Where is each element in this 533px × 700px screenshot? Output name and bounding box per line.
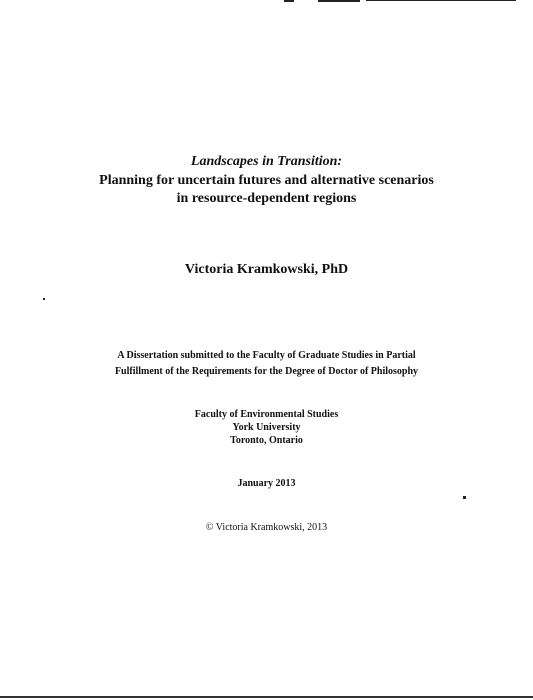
dissertation-statement-line-1: A Dissertation submitted to the Faculty of Graduate Studies in Partial <box>117 350 416 361</box>
scan-artifact <box>284 0 294 2</box>
scan-artifact <box>43 298 45 300</box>
scan-artifact <box>0 696 533 698</box>
scan-artifact <box>318 0 360 2</box>
faculty-name: Faculty of Environmental Studies <box>194 409 339 420</box>
title-line-3: in resource-dependent regions <box>176 191 357 206</box>
dissertation-statement-line-2: Fulfillment of the Requirements for the Degree of Doctor of Philosophy <box>114 366 419 377</box>
title-line-2: Planning for uncertain futures and alternative scenarios <box>99 173 434 188</box>
copyright-notice: © Victoria Kramkowski, 2013 <box>205 522 328 533</box>
author-name: Victoria Kramkowski, PhD <box>184 262 349 277</box>
location: Toronto, Ontario <box>230 435 303 446</box>
university-name: York University <box>232 422 301 433</box>
scan-artifact <box>366 0 516 1</box>
title-italic-line: Landscapes in Transition: <box>190 154 343 169</box>
scan-artifact <box>463 496 466 499</box>
submission-date: January 2013 <box>237 478 296 489</box>
